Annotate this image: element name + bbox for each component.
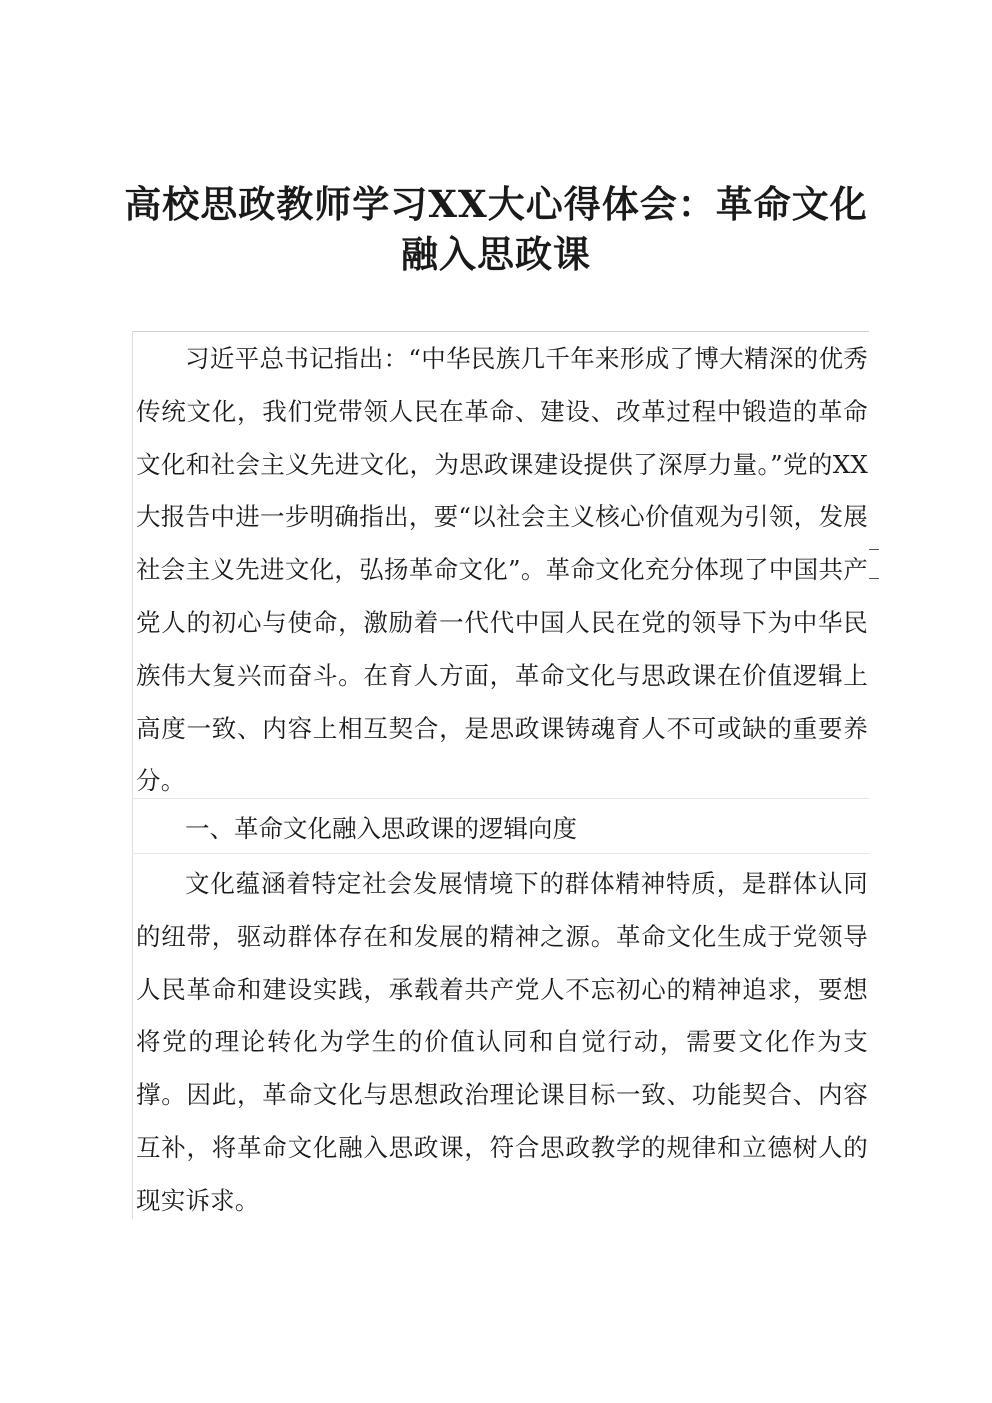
document-title-line-1: 高校思政教师学习XX大心得体会：革命文化 [124, 182, 868, 226]
body-paragraph-section-1: 文化蕴涵着特定社会发展情境下的群体精神特质，是群体认同的纽带，驱动群体存在和发展的精神之源。革命文化生成于党领导人民革命和建设实践，承载着共产党人不忘初心的精神追求，要想将党的理论转化为学生的价值认同和自觉行动，需要文化作为支撑。因此，革命文化与思想政治理论课目标一致、功能契合、内容互补，将革命文化融入思政课，符合思政教学的规律和立德树人的现实诉求。 [136, 869, 868, 1215]
margin-mark [869, 578, 879, 579]
document-title-line-2: 融入思政课 [401, 232, 591, 276]
table-left-border [132, 331, 133, 1219]
section-heading: 一、革命文化融入思政课的逻辑向度 [185, 814, 577, 843]
margin-mark [869, 549, 879, 550]
table-top-border [132, 331, 869, 332]
body-paragraph-intro: 习近平总书记指出：“中华民族几千年来形成了博大精深的优秀传统文化，我们党带领人民在革命、建设、改革过程中锻造的革命文化和社会主义先进文化，为思政课建设提供了深厚力量。”党的XX大报告中进一步明确指出，要“以社会主义核心价值观为引领，发展社会主义先进文化，弘扬革命文化”。革命文化充分体现了中国共产党人的初心与使命，激励着一代代中国人民在党的领导下为中华民族伟大复兴而奋斗。在育人方面，革命文化与思政课在价值逻辑上高度一致、内容上相互契合，是思政课铸魂育人不可或缺的重要养分。 [136, 344, 868, 796]
